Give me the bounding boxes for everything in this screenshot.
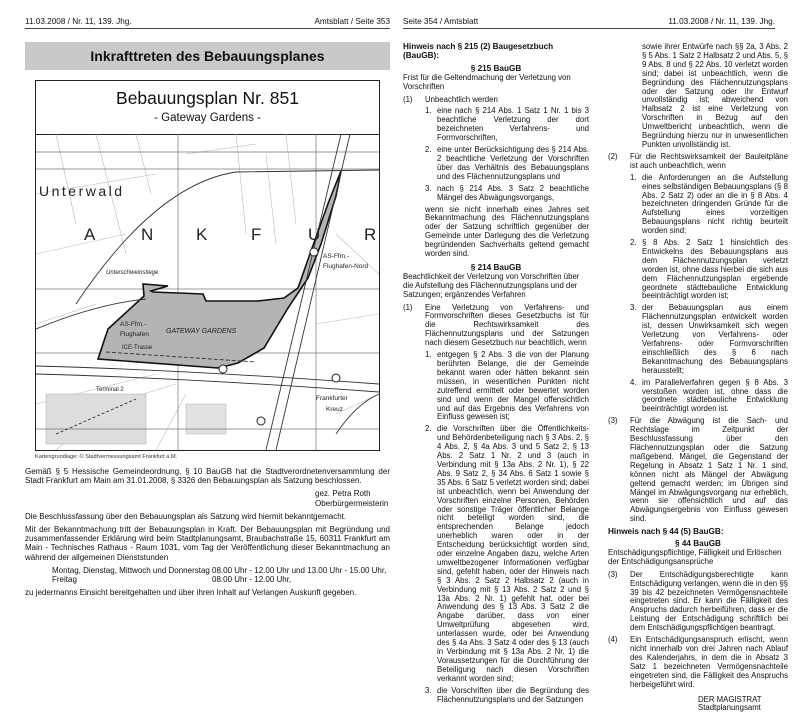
item-text: § 8 Abs. 2 Satz 1 hinsichtlich des Entwickelns des Bebauungsplans aus dem Flächennutzungsplan verletzt worden ist, ohne dass hierbei die sich aus dem Flächennutzungsplan ergebende geordnete städtebauliche Entwicklung beeinträchtigt worden ist; (642, 238, 788, 301)
left-page-header (25, 17, 390, 29)
item-text: entgegen § 2 Abs. 3 die von der Planung berührten Belange, die der Gemeinde bekannt waren oder hätten bekannt sein müssen, in wesentlichen Punkten nicht zutreffend ermittelt oder bewertet worden sind und wenn der Mangel offensichtlich und auf das Ergebnis des Verfahrens von Einfluss gewesen ist; (437, 350, 589, 422)
item-text: der Bebauungsplan aus einem Flächennutzungsplan entwickelt worden ist, dessen Unwirksamkeit sich wegen Verletzung von Verfahrens- oder Verfahrens- oder Formvorschriften einschließlich des § 6 nach Bekanntmachung des Bebauungsplans herausstellt; (642, 303, 788, 375)
resolution-paragraph: Gemäß § 5 Hessische Gemeindeordnung, § 10 BauGB hat die Stadtverordnetenversammlung der Stadt Frankfurt am Main am 31.01.2008, § 3326 den Bebauungsplan als Satzung beschlossen. (25, 467, 390, 486)
list-item (425, 687, 589, 705)
list-item (630, 174, 788, 236)
paragraph-number: (1) (403, 94, 413, 104)
authority-signature (608, 696, 788, 713)
item-number: 2. (425, 145, 432, 155)
office-hours-row (52, 575, 390, 584)
route-marker-icon (219, 365, 227, 373)
map-subtitle: - Gateway Gardens - (154, 112, 261, 124)
label-as-nord-2: Flughafen-Nord (323, 263, 369, 270)
list (608, 174, 788, 415)
label-frankfurter-kreuz-2: Kreuz (326, 406, 343, 413)
map-background-streets (36, 134, 379, 450)
paragraph-text: Der Entschädigungsberechtigte kann Entschädigung verlangen, wenn die in den §§ 39 bis 42 bezeichneten Vermögensnachteile eingetreten sind. Er kann die Fälligkeit des Anspruchs dadurch herbeiführen, dass er die Leistung der Entschädigung schriftlich bei dem Entschädigungspflichtigen beantragt. (630, 569, 788, 633)
item-number: 2. (425, 424, 432, 434)
section-title-215: § 215 BauGB (470, 63, 522, 73)
list-item-continuation: sowie ihrer Entwürfe nach §§ 2a, 3 Abs. 2 § 5 Abs. 1 Satz 2 Halbsatz 2 und Abs. 5, § 9 Abs. 8 und § 22 Abs. 10 verletzt worden sind; dabei ist unbeachtlich, wenn die Begründung des Flächennutzungsplans oder der Satzung oder ihr Entwurf unvollständig ist; abweichend von Halbsatz 2 ist eine Verletzung von Vorschriften in Bezug auf den Umweltbericht unbeachtlich, wenn die Begründung hierzu nur in unwesentlichen Punkten unvollständig ist. (642, 42, 788, 149)
paragraph-text: Ein Entschädigungsanspruch erlischt, wenn nicht innerhalb von drei Jahren nach Ablauf des Kalenderjahrs, in dem die in Absatz 3 Satz 1 bezeichneten Vermögensnachteile eingetreten sind, die Fälligkeit des Anspruchs herbeigeführt wird. (630, 635, 788, 689)
signature (25, 489, 390, 507)
item-text: im Parallelverfahren gegen § 8 Abs. 3 verstoßen worden ist, ohne dass die geordnete städtebauliche Entwicklung beeinträchtigt worden ist. (642, 377, 788, 414)
paragraph (608, 153, 788, 171)
item-text: die Anforderungen an die Aufstellung eines selbständigen Bebauungsplans (§ 8 Abs. 2 Satz 2) oder an die in § 8 Abs. 4 bezeichneten dringenden Gründe für die Aufstellung eines vorzeitigen Bebauungsplans nicht richtig beurteilt worden sind; (642, 172, 788, 236)
item-text: eine unter Berücksichtigung des § 214 Abs. 2 beachtliche Verletzung der Vorschriften über das Verhältnis des Bebauungsplans und des Flächennutzungsplans und (437, 145, 589, 181)
section-heading-44: Hinweis nach § 44 (5) BauGB: (608, 527, 724, 537)
office-hours-row (52, 566, 390, 575)
hours-time: 08.00 Uhr - 12.00 Uhr, (212, 575, 292, 585)
item-text: eine nach § 214 Abs. 1 Satz 1 Nr. 1 bis 3 beachtliche Verletzung der dort bezeichneten Verfahrens- und Formvorschriften, (437, 106, 589, 143)
right-header-date: 11.03.2008 / Nr. 11, 139. Jhg. (668, 17, 775, 26)
list-item (425, 107, 589, 143)
item-number: 2. (630, 238, 637, 248)
list-item (425, 146, 589, 182)
hours-time: 08.00 Uhr - 12.00 Uhr und 13.00 Uhr - 15.00 Uhr, (212, 565, 387, 575)
list (403, 351, 589, 704)
label-as-nord-1: AS-Ffm.- (323, 253, 349, 260)
label-ice-trasse: ICE-Trasse (122, 345, 153, 351)
item-number: 3. (630, 303, 637, 313)
list-item (425, 185, 589, 203)
paragraph (608, 417, 788, 524)
authority-name: DER MAGISTRAT (698, 694, 762, 704)
label-frankfurt-letter: K (196, 225, 208, 244)
paragraph-text: Für die Abwägung ist die Sach- und Rechtslage im Zeitpunkt der Beschlussfassung über den Flächennutzungsplan oder die Satzung maßgebend. Mängel, die Gegenstand der Regelung in Absatz 1 Satz 1 Nr. 1 sind, können nicht als Mängel der Abwägung geltend gemacht werden; im Übrigen sind Mängel im Abwägungsvorgang nur erheblich, wenn sie offensichtlich und auf das Abwägungsergebnis von Einfluss gewesen sind. (630, 416, 788, 524)
signature-title: Oberbürgermeisterin (315, 498, 389, 508)
item-number: 1. (425, 350, 432, 360)
paragraph-text: Unbeachtlich werden (425, 94, 498, 104)
label-frankfurt-letter: U (308, 225, 321, 244)
paragraph (403, 96, 589, 105)
office-hours (25, 566, 390, 584)
label-as-flughafen-1: AS-Ffm.- (120, 321, 146, 328)
map-drawing (36, 134, 379, 450)
map-title: Bebauungsplan Nr. 851 (116, 88, 299, 108)
paragraph-text: Für die Rechtswirksamkeit der Bauleitpläne ist auch unbeachtlich, wenn (630, 151, 788, 170)
item-number: 3. (425, 685, 432, 695)
item-text: die Vorschriften über die Öffentlichkeits- und Behördenbeteiligung nach § 3 Abs. 2, § 4 Abs. 2, § 4a Abs. 3 und 5 Satz 2, § 13 Abs. 2 Satz 1 Nr. 2 und 3 (auch in Verbindung mit § 13a Abs. 2 Nr. 1), § 22 Abs. 9 Satz 2, § 34 Abs. 6 Satz 1 sowie § 35 Abs. 6 Satz 5 verletzt worden sind; dabei ist unbeachtlich, wenn bei Anwendung der Vorschriften einzelne Personen, Behörden oder sonstige Träger öffentlicher Belange nicht beteiligt worden sind, die entsprechenden Belange jedoch unerheblich waren oder in der Entscheidung berücksichtigt worden sind, oder einzelne Angaben dazu, welche Arten umweltbezogener Informationen verfügbar sind, gefehlt haben, oder der Hinweis nach § 3 Abs. 2 Satz 2 Halbsatz 2 (auch in Verbindung mit § 13 Abs. 2 Satz 2 und § 13a Abs. 2 Nr. 1) gefehlt hat, oder bei Anwendung des § 13 Abs. 3 Satz 2 die Angabe darüber, dass von einer Umweltprüfung abgesehen wird, unterlassen wurde, oder bei Anwendung des § 4a Abs. 3 Satz 4 oder des § 13 (auch in Verbindung mit § 13a Abs. 2 Nr. 1) die Voraussetzungen für die Durchführung der Beteiligung nach diesen Vorschriften verkannt worden sind; (437, 424, 589, 683)
effective-paragraph: Mit der Bekanntmachung tritt der Bebauungsplan in Kraft. Der Bebauungsplan mit Begründung und zusammenfassender Erklärung wird beim Stadtplanungsamt, Braubachstraße 15, 60311 Frankfurt am Main - Technisches Rathaus - Raum 1031, vom Tag der Veröffentlichung dieser Bekanntmachung an während der allgemeinen Dienststunden (25, 525, 390, 562)
label-frankfurt-letter: R (364, 225, 377, 244)
label-frankfurt-letter: F (251, 225, 262, 244)
item-text: die Vorschriften über die Begründung des Flächennutzungsplans und der Satzungen (437, 685, 589, 704)
paragraph-number: (3) (608, 569, 618, 579)
plan-map (35, 80, 380, 451)
section-title-214: § 214 BauGB (470, 262, 522, 272)
right-page-header (403, 17, 775, 29)
item-number: 3. (425, 183, 432, 193)
list-item (630, 239, 788, 301)
item-number: 4. (630, 377, 637, 387)
label-gateway-gardens: GATEWAY GARDENS (166, 328, 237, 335)
column-right (608, 43, 788, 713)
hours-days: Montag, Dienstag, Mittwoch und Donnerstag (52, 565, 210, 575)
route-marker-icon (332, 374, 340, 382)
map-caption: Kartengrundlage: © Stadtvermessungsamt Frankfurt a.M. (35, 454, 178, 460)
announcement-paragraph: Die Beschlussfassung über den Bebauungsplan als Satzung wird hiermit bekanntgemacht. (25, 511, 347, 521)
left-header-page: Amtsblatt / Seite 353 (314, 17, 390, 26)
paragraph-number: (3) (608, 416, 618, 426)
label-terminal-2: Terminal 2 (96, 387, 124, 393)
paragraph (608, 571, 788, 633)
item-text: nach § 214 Abs. 3 Satz 2 beachtliche Mängel des Abwägungsvorgangs, (437, 183, 589, 202)
section-heading-215: Hinweis nach § 215 (2) Baugesetzbuch (BauGB): (403, 42, 554, 60)
list-item (425, 425, 589, 683)
signature-name: gez. Petra Roth (315, 489, 371, 499)
inspection-paragraph: zu jedermanns Einsicht bereitgehalten und über ihren Inhalt auf Verlangen Auskunft gegeben. (25, 588, 357, 598)
authority-department: Stadtplanungsamt (698, 703, 761, 713)
left-header-date: 11.03.2008 / Nr. 11, 139. Jhg. (25, 17, 132, 26)
label-unterwald: Unterwald (39, 183, 125, 199)
label-frankfurter-kreuz-1: Frankfurter (316, 395, 348, 402)
label-as-flughafen-2: Flughafen (120, 331, 149, 338)
section-title-44: § 44 BauGB (675, 539, 721, 549)
section-subtitle-44: Entschädigungspflichtige, Fälligkeit und Erlöschen der Entschädigungsansprüche (608, 547, 782, 566)
item-number: 1. (425, 106, 432, 116)
right-header-page: Seite 354 / Amtsblatt (403, 17, 479, 26)
list-item (630, 379, 788, 415)
paragraph-number: (1) (403, 302, 413, 312)
paragraph-text: Eine Verletzung von Verfahrens- und Formvorschriften dieses Gesetzbuchs ist für die Rechtswirksamkeit des Flächennutzungsplans und der Satzungen nach diesem Gesetzbuch nur beachtlich, wenn (425, 302, 589, 348)
label-frankfurt-letter: N (141, 225, 154, 244)
paragraph (403, 304, 589, 349)
section-subtitle-214: Beachtlichkeit der Verletzung von Vorschriften über die Aufstellung des Flächennutzungsplans und der Satzungen; ergänzendes Verfahren (403, 271, 580, 299)
route-marker-icon (310, 248, 318, 256)
label-unterschweinstiege: Unterschweinstiege (106, 270, 159, 276)
map-title-box (36, 81, 379, 135)
label-frankfurt-letter: A (84, 225, 96, 244)
item-number: 1. (630, 172, 637, 182)
left-page-text (25, 467, 390, 601)
list (403, 107, 589, 202)
paragraph-number: (2) (608, 151, 618, 161)
page-title: Inkrafttreten des Bebauungsplanes (25, 42, 390, 70)
route-marker-icon (257, 417, 265, 425)
column-left (403, 43, 589, 707)
paragraph (608, 636, 788, 689)
hours-days: Freitag (52, 575, 77, 585)
list-item (630, 304, 788, 375)
paragraph-tail: wenn sie nicht innerhalb eines Jahres seit Bekanntmachung des Flächennutzungsplans oder der Satzung schriftlich gegenüber der Gemeinde unter Darlegung des die Verletzung begründenden Sachverhalts geltend gemacht worden sind. (425, 204, 589, 259)
list-item (425, 351, 589, 422)
section-subtitle-215: Frist für die Geltendmachung der Verletzung von Vorschriften (403, 72, 571, 91)
paragraph-number: (4) (608, 635, 618, 645)
